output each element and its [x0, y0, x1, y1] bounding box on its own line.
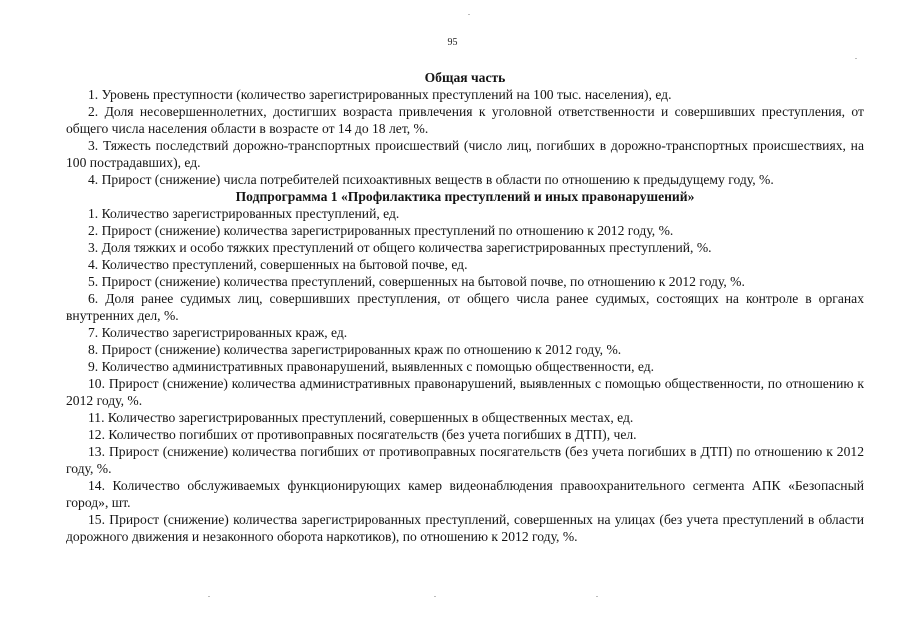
scan-speck [855, 58, 857, 59]
list-item: 1. Уровень преступности (количество зарегистрированных преступлений на 100 тыс. населения), ед. [88, 87, 672, 102]
list-item: 3. Доля тяжких и особо тяжких преступлений от общего количества зарегистрированных преступлений, %. [88, 240, 712, 255]
list-item: 12. Количество погибших от противоправных посягательств (без учета погибших в ДТП), чел. [88, 427, 637, 442]
section-title: Подпрограмма 1 «Профилактика преступлений и иных правонарушений» [235, 189, 695, 204]
list-item: 3. Тяжесть последствий дорожно-транспортных происшествий (число лиц, погибших в дорожно-транспортных происшествиях, на 100 пострадавших), ед. [66, 138, 864, 170]
section-general [66, 69, 864, 188]
list-item: 6. Доля ранее судимых лиц, совершивших преступления, от общего числа ранее судимых, состоящих на контроле в органах внутренних дел, %. [66, 291, 864, 323]
list-item: 15. Прирост (снижение) количества зарегистрированных преступлений, совершенных на улицах (без учета преступлений в области дорожного движения и незаконного оборота наркотиков), по отношению к 2012 году, %. [66, 512, 864, 544]
list-item: 13. Прирост (снижение) количества погибших от противоправных посягательств (без учета погибших в ДТП) по отношению к 2012 году, %. [66, 444, 864, 476]
page-number: 95 [447, 37, 458, 48]
scan-speck [208, 596, 210, 597]
list-item: 4. Прирост (снижение) числа потребителей психоактивных веществ в области по отношению к предыдущему году, %. [88, 172, 774, 187]
list-item: 14. Количество обслуживаемых функционирующих камер видеонаблюдения правоохранительного сегмента АПК «Безопасный город», шт. [66, 478, 864, 510]
document-body [66, 69, 864, 545]
scan-speck [468, 14, 470, 15]
list-item: 4. Количество преступлений, совершенных на бытовой почве, ед. [88, 257, 468, 272]
list-item: 5. Прирост (снижение) количества преступлений, совершенных на бытовой почве, по отношению к 2012 году, %. [88, 274, 745, 289]
scan-speck [596, 596, 598, 597]
list-item: 10. Прирост (снижение) количества административных правонарушений, выявленных с помощью общественности, по отношению к 2012 году, %. [66, 376, 864, 408]
section-subprogram-1 [66, 188, 864, 545]
list-item: 2. Доля несовершеннолетних, достигших возраста привлечения к уголовной ответственности и совершивших преступления, от общего числа населения области в возрасте от 14 до 18 лет, %. [66, 104, 864, 136]
list-item: 7. Количество зарегистрированных краж, ед. [88, 325, 348, 340]
list-item: 11. Количество зарегистрированных преступлений, совершенных в общественных местах, ед. [88, 410, 634, 425]
list-item: 9. Количество административных правонарушений, выявленных с помощью общественности, ед. [88, 359, 655, 374]
scan-speck [434, 596, 436, 597]
section-title: Общая часть [424, 70, 506, 85]
list-item: 2. Прирост (снижение) количества зарегистрированных преступлений по отношению к 2012 году, %. [88, 223, 674, 238]
list-item: 1. Количество зарегистрированных преступлений, ед. [88, 206, 400, 221]
list-item: 8. Прирост (снижение) количества зарегистрированных краж по отношению к 2012 году, %. [88, 342, 622, 357]
